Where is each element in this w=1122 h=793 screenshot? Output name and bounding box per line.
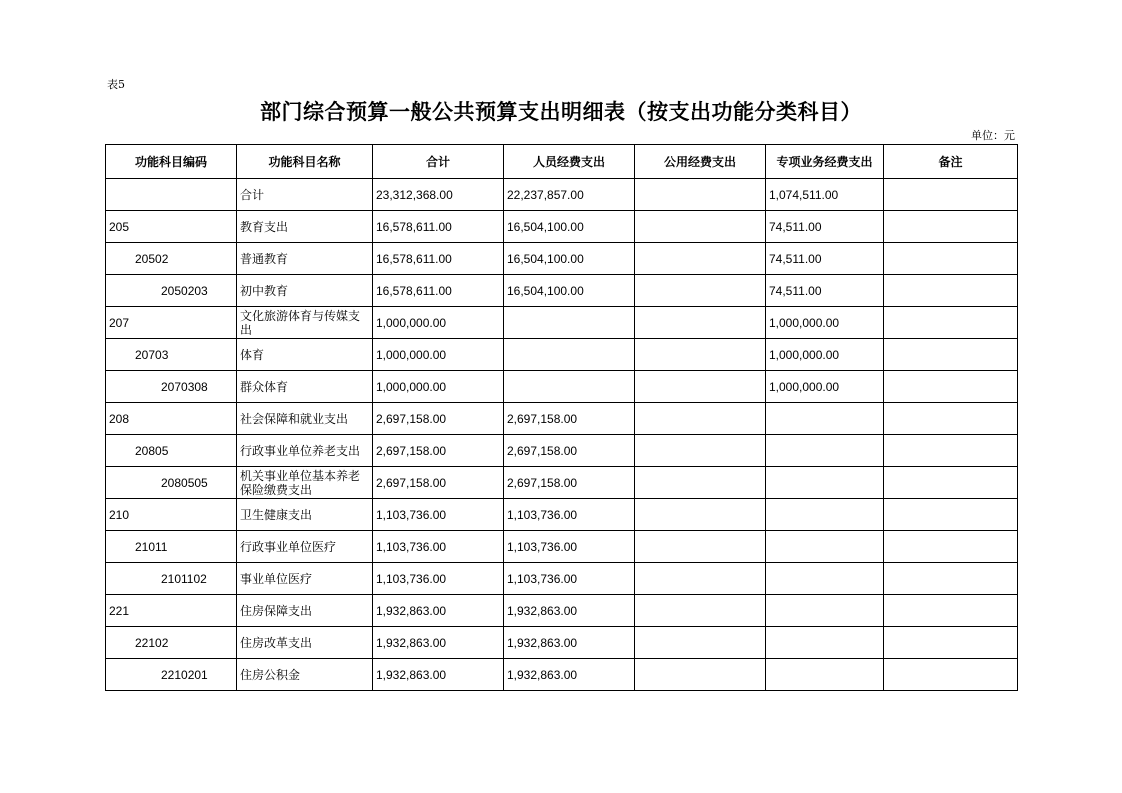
cell-name: 普通教育	[237, 243, 373, 275]
cell-code: 205	[106, 211, 237, 243]
table-row	[106, 435, 1018, 467]
cell-total: 1,932,863.00	[373, 595, 504, 627]
table-body	[106, 179, 1018, 691]
header-note: 备注	[884, 145, 1018, 179]
cell-personnel: 2,697,158.00	[504, 467, 635, 499]
cell-code: 2080505	[106, 467, 237, 499]
table-row	[106, 179, 1018, 211]
cell-special	[766, 563, 884, 595]
cell-public	[635, 659, 766, 691]
cell-personnel: 1,103,736.00	[504, 531, 635, 563]
cell-total: 1,103,736.00	[373, 531, 504, 563]
table-row	[106, 243, 1018, 275]
cell-public	[635, 627, 766, 659]
cell-name: 教育支出	[237, 211, 373, 243]
cell-special	[766, 499, 884, 531]
cell-personnel: 22,237,857.00	[504, 179, 635, 211]
header-special: 专项业务经费支出	[766, 145, 884, 179]
cell-total: 2,697,158.00	[373, 403, 504, 435]
cell-note	[884, 659, 1018, 691]
cell-public	[635, 499, 766, 531]
cell-name: 社会保障和就业支出	[237, 403, 373, 435]
cell-note	[884, 627, 1018, 659]
cell-code: 21011	[106, 531, 237, 563]
cell-code: 2210201	[106, 659, 237, 691]
cell-personnel: 16,504,100.00	[504, 243, 635, 275]
cell-public	[635, 595, 766, 627]
cell-total: 1,000,000.00	[373, 371, 504, 403]
cell-code: 2070308	[106, 371, 237, 403]
cell-name: 文化旅游体育与传媒支出	[237, 307, 373, 339]
page-title: 部门综合预算一般公共预算支出明细表（按支出功能分类科目）	[260, 100, 862, 124]
cell-personnel: 16,504,100.00	[504, 275, 635, 307]
cell-note	[884, 467, 1018, 499]
cell-name: 住房改革支出	[237, 627, 373, 659]
cell-name: 行政事业单位医疗	[237, 531, 373, 563]
cell-note	[884, 435, 1018, 467]
cell-total: 1,000,000.00	[373, 307, 504, 339]
cell-note	[884, 339, 1018, 371]
cell-public	[635, 243, 766, 275]
table-row	[106, 531, 1018, 563]
cell-public	[635, 307, 766, 339]
cell-name: 机关事业单位基本养老保险缴费支出	[237, 467, 373, 499]
cell-name: 事业单位医疗	[237, 563, 373, 595]
cell-total: 1,000,000.00	[373, 339, 504, 371]
cell-special: 74,511.00	[766, 275, 884, 307]
cell-personnel: 1,932,863.00	[504, 595, 635, 627]
cell-special	[766, 659, 884, 691]
table-row	[106, 499, 1018, 531]
cell-personnel: 1,103,736.00	[504, 563, 635, 595]
cell-public	[635, 371, 766, 403]
cell-name: 卫生健康支出	[237, 499, 373, 531]
cell-special	[766, 467, 884, 499]
cell-name: 体育	[237, 339, 373, 371]
cell-public	[635, 211, 766, 243]
cell-total: 2,697,158.00	[373, 467, 504, 499]
cell-special: 74,511.00	[766, 243, 884, 275]
cell-total: 1,103,736.00	[373, 563, 504, 595]
cell-note	[884, 499, 1018, 531]
table-row	[106, 211, 1018, 243]
cell-code	[106, 179, 237, 211]
cell-special: 1,000,000.00	[766, 371, 884, 403]
cell-personnel	[504, 307, 635, 339]
table-row	[106, 371, 1018, 403]
cell-personnel: 1,103,736.00	[504, 499, 635, 531]
table-row	[106, 275, 1018, 307]
cell-special	[766, 403, 884, 435]
table-row	[106, 339, 1018, 371]
cell-note	[884, 307, 1018, 339]
header-row	[106, 145, 1018, 179]
cell-code: 20502	[106, 243, 237, 275]
cell-note	[884, 531, 1018, 563]
cell-code: 210	[106, 499, 237, 531]
cell-code: 20703	[106, 339, 237, 371]
cell-personnel	[504, 371, 635, 403]
cell-public	[635, 179, 766, 211]
table-row	[106, 403, 1018, 435]
cell-note	[884, 403, 1018, 435]
cell-public	[635, 403, 766, 435]
cell-note	[884, 275, 1018, 307]
cell-total: 2,697,158.00	[373, 435, 504, 467]
cell-total: 16,578,611.00	[373, 275, 504, 307]
cell-special	[766, 595, 884, 627]
cell-code: 208	[106, 403, 237, 435]
cell-note	[884, 595, 1018, 627]
cell-special: 74,511.00	[766, 211, 884, 243]
cell-personnel: 1,932,863.00	[504, 659, 635, 691]
cell-special	[766, 531, 884, 563]
header-name: 功能科目名称	[237, 145, 373, 179]
cell-note	[884, 243, 1018, 275]
cell-code: 2101102	[106, 563, 237, 595]
table-row	[106, 595, 1018, 627]
cell-total: 1,103,736.00	[373, 499, 504, 531]
cell-public	[635, 531, 766, 563]
cell-special	[766, 627, 884, 659]
cell-personnel: 2,697,158.00	[504, 435, 635, 467]
cell-public	[635, 563, 766, 595]
header-public: 公用经费支出	[635, 145, 766, 179]
cell-name: 住房公积金	[237, 659, 373, 691]
table-row	[106, 563, 1018, 595]
cell-public	[635, 275, 766, 307]
cell-special: 1,000,000.00	[766, 307, 884, 339]
header-personnel: 人员经费支出	[504, 145, 635, 179]
cell-public	[635, 467, 766, 499]
cell-code: 20805	[106, 435, 237, 467]
cell-code: 207	[106, 307, 237, 339]
cell-personnel	[504, 339, 635, 371]
cell-code: 22102	[106, 627, 237, 659]
table-row	[106, 307, 1018, 339]
cell-name: 合计	[237, 179, 373, 211]
header-code: 功能科目编码	[106, 145, 237, 179]
cell-note	[884, 371, 1018, 403]
budget-table	[105, 144, 1018, 691]
cell-name: 住房保障支出	[237, 595, 373, 627]
cell-note	[884, 563, 1018, 595]
cell-name: 群众体育	[237, 371, 373, 403]
cell-special: 1,000,000.00	[766, 339, 884, 371]
cell-personnel: 2,697,158.00	[504, 403, 635, 435]
cell-name: 初中教育	[237, 275, 373, 307]
cell-total: 16,578,611.00	[373, 211, 504, 243]
cell-public	[635, 435, 766, 467]
header-total: 合计	[373, 145, 504, 179]
table-row	[106, 627, 1018, 659]
cell-total: 23,312,368.00	[373, 179, 504, 211]
cell-code: 221	[106, 595, 237, 627]
cell-name: 行政事业单位养老支出	[237, 435, 373, 467]
table-number: 表5	[107, 78, 125, 91]
cell-total: 1,932,863.00	[373, 627, 504, 659]
cell-total: 1,932,863.00	[373, 659, 504, 691]
table-row	[106, 467, 1018, 499]
cell-note	[884, 211, 1018, 243]
table-row	[106, 659, 1018, 691]
cell-note	[884, 179, 1018, 211]
unit-label: 单位：元	[971, 129, 1015, 142]
cell-special: 1,074,511.00	[766, 179, 884, 211]
cell-code: 2050203	[106, 275, 237, 307]
cell-special	[766, 435, 884, 467]
cell-personnel: 16,504,100.00	[504, 211, 635, 243]
cell-total: 16,578,611.00	[373, 243, 504, 275]
cell-personnel: 1,932,863.00	[504, 627, 635, 659]
cell-public	[635, 339, 766, 371]
